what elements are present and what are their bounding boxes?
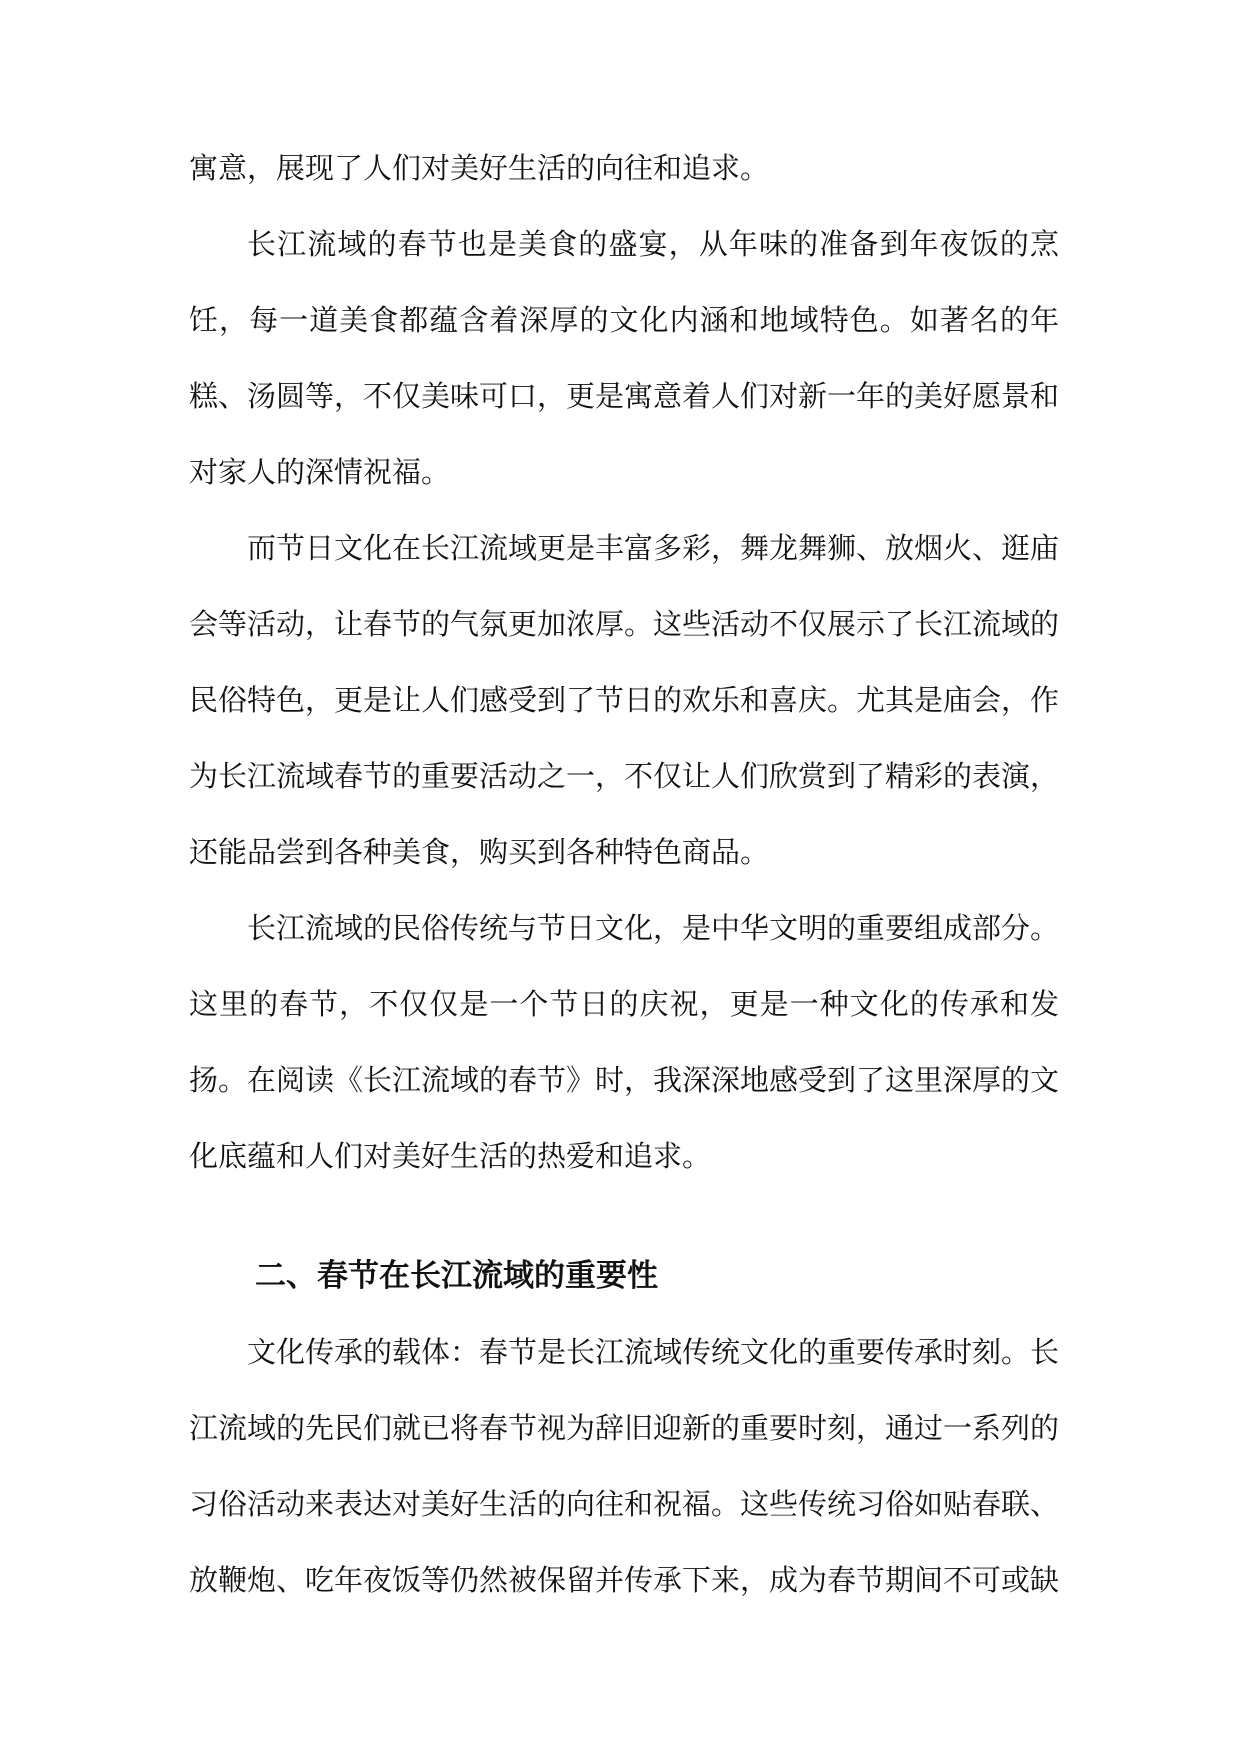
paragraph-cultural-heritage: 文化传承的载体：春节是长江流域传统文化的重要传承时刻。长江流域的先民们就已将春节视为辞旧迎新的重要时刻，通过一系列的习俗活动来表达对美好生活的向往和祝福。这些传统习俗如贴春联、放鞭炮、吃年夜饭等仍然被保留并传承下来，成为春节期间不可或缺 [189, 1335, 1060, 1597]
paragraph-continued: 寓意，展现了人们对美好生活的向往和追求。 [189, 151, 770, 185]
document-body [189, 130, 1059, 1618]
paragraph-culture-summary: 长江流域的民俗传统与节日文化，是中华文明的重要组成部分。这里的春节，不仅仅是一个节日的庆祝，更是一种文化的传承和发扬。在阅读《长江流域的春节》时，我深深地感受到了这里深厚的文化底蕴和人们对美好生活的热爱和追求。 [189, 911, 1060, 1173]
paragraph-festival-activities: 而节日文化在长江流域更是丰富多彩，舞龙舞狮、放烟火、逛庙会等活动，让春节的气氛更加浓厚。这些活动不仅展示了长江流域的民俗特色，更是让人们感受到了节日的欢乐和喜庆。尤其是庙会，作为长江流域春节的重要活动之一，不仅让人们欣赏到了精彩的表演，还能品尝到各种美食，购买到各种特色商品。 [189, 531, 1060, 869]
section-heading: 二、春节在长江流域的重要性 [255, 1258, 658, 1294]
paragraph-food: 长江流域的春节也是美食的盛宴，从年味的准备到年夜饭的烹饪，每一道美食都蕴含着深厚的文化内涵和地域特色。如著名的年糕、汤圆等，不仅美味可口，更是寓意着人们对新一年的美好愿景和对家人的深情祝福。 [189, 227, 1060, 489]
